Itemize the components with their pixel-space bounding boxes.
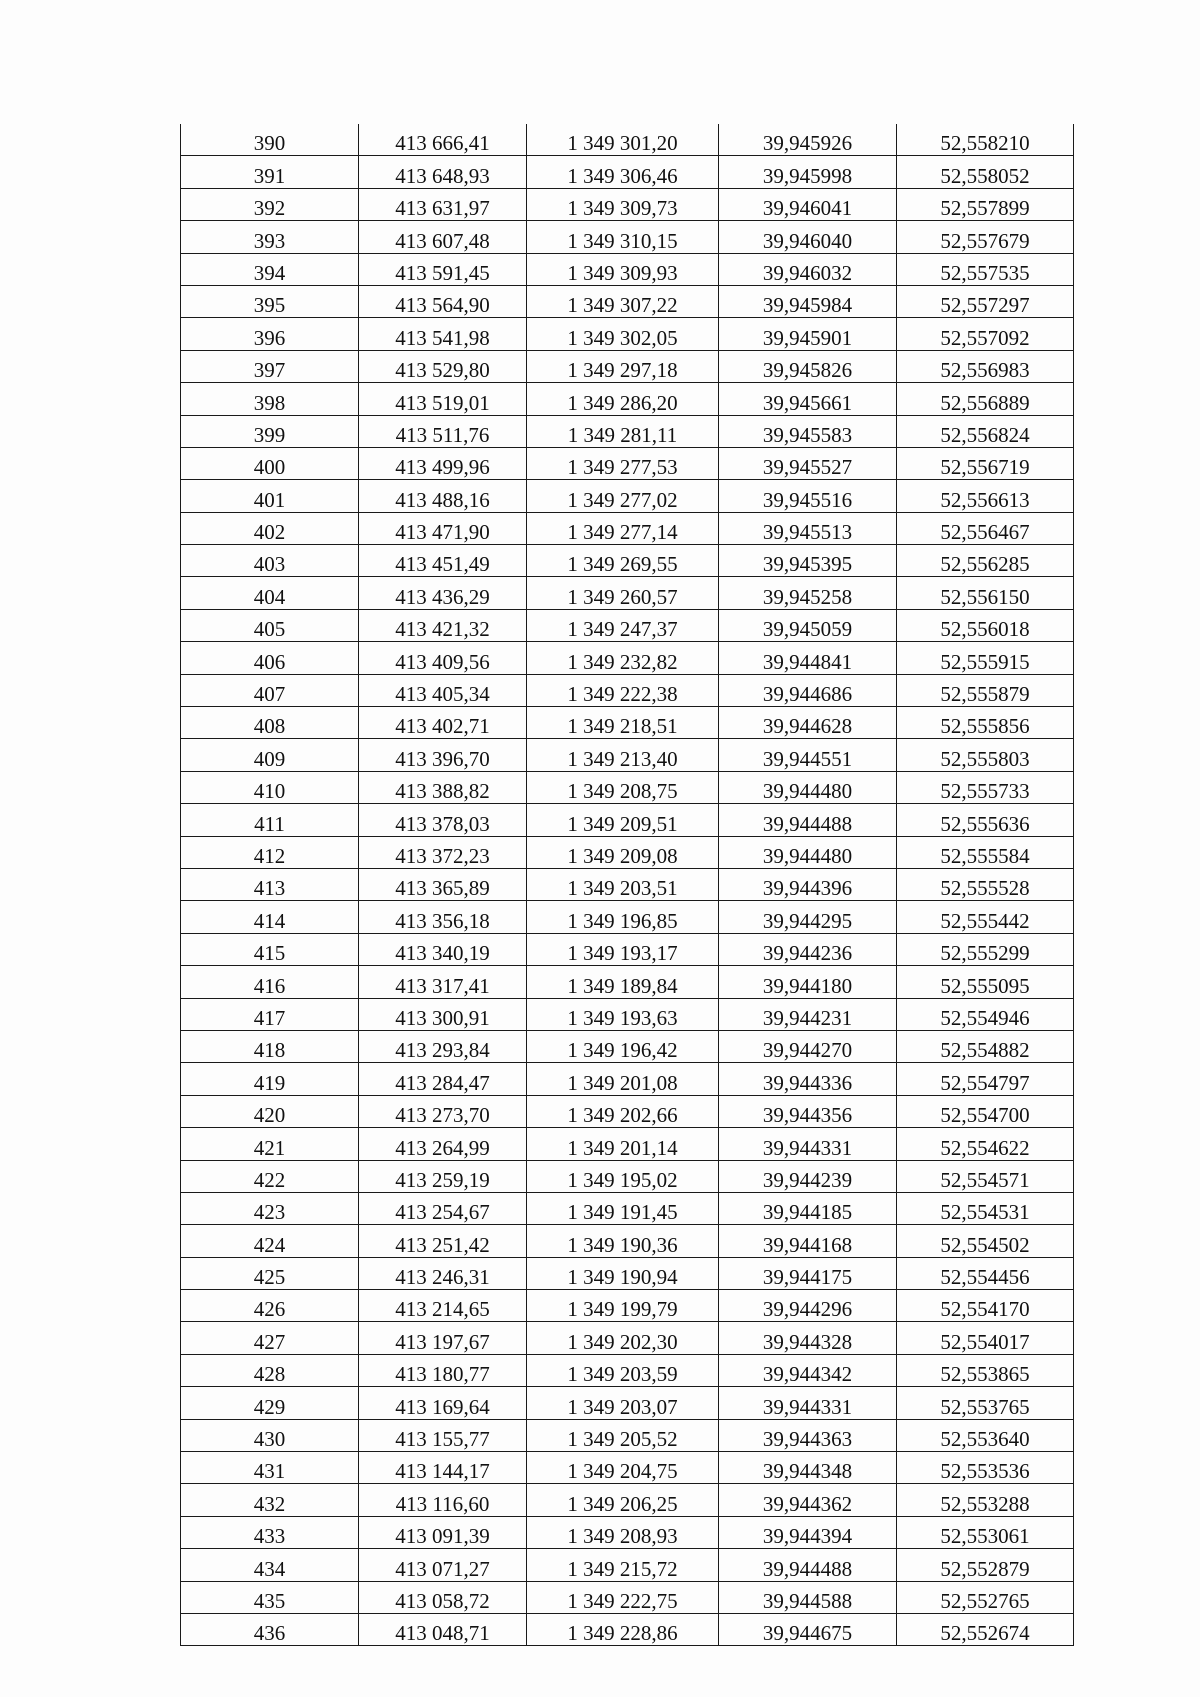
x-coordinate-cell: 413 409,56 bbox=[359, 642, 527, 674]
y-coordinate-cell: 1 349 196,42 bbox=[527, 1030, 719, 1062]
longitude-cell: 39,944488 bbox=[719, 804, 897, 836]
table-row bbox=[181, 1128, 1074, 1160]
latitude-cell: 52,553536 bbox=[897, 1452, 1074, 1484]
y-coordinate-cell: 1 349 203,51 bbox=[527, 868, 719, 900]
table-row bbox=[181, 836, 1074, 868]
latitude-cell: 52,556889 bbox=[897, 383, 1074, 415]
y-coordinate-cell: 1 349 213,40 bbox=[527, 739, 719, 771]
table-row bbox=[181, 933, 1074, 965]
y-coordinate-cell: 1 349 269,55 bbox=[527, 545, 719, 577]
point-number-cell: 402 bbox=[181, 512, 359, 544]
y-coordinate-cell: 1 349 309,73 bbox=[527, 188, 719, 220]
point-number-cell: 407 bbox=[181, 674, 359, 706]
y-coordinate-cell: 1 349 307,22 bbox=[527, 285, 719, 317]
point-number-cell: 410 bbox=[181, 771, 359, 803]
table-row bbox=[181, 383, 1074, 415]
point-number-cell: 390 bbox=[181, 124, 359, 156]
longitude-cell: 39,945926 bbox=[719, 124, 897, 156]
longitude-cell: 39,946040 bbox=[719, 221, 897, 253]
y-coordinate-cell: 1 349 190,36 bbox=[527, 1225, 719, 1257]
x-coordinate-cell: 413 396,70 bbox=[359, 739, 527, 771]
table-row bbox=[181, 545, 1074, 577]
x-coordinate-cell: 413 197,67 bbox=[359, 1322, 527, 1354]
point-number-cell: 398 bbox=[181, 383, 359, 415]
x-coordinate-cell: 413 180,77 bbox=[359, 1354, 527, 1386]
table-row bbox=[181, 707, 1074, 739]
table-row bbox=[181, 188, 1074, 220]
x-coordinate-cell: 413 405,34 bbox=[359, 674, 527, 706]
table-row bbox=[181, 1322, 1074, 1354]
longitude-cell: 39,945527 bbox=[719, 447, 897, 479]
point-number-cell: 417 bbox=[181, 998, 359, 1030]
latitude-cell: 52,555636 bbox=[897, 804, 1074, 836]
latitude-cell: 52,554571 bbox=[897, 1160, 1074, 1192]
longitude-cell: 39,944588 bbox=[719, 1581, 897, 1613]
latitude-cell: 52,552674 bbox=[897, 1613, 1074, 1645]
point-number-cell: 429 bbox=[181, 1387, 359, 1419]
table-row bbox=[181, 1192, 1074, 1224]
latitude-cell: 52,556467 bbox=[897, 512, 1074, 544]
y-coordinate-cell: 1 349 309,93 bbox=[527, 253, 719, 285]
table-row bbox=[181, 1225, 1074, 1257]
y-coordinate-cell: 1 349 203,59 bbox=[527, 1354, 719, 1386]
y-coordinate-cell: 1 349 193,17 bbox=[527, 933, 719, 965]
point-number-cell: 396 bbox=[181, 318, 359, 350]
latitude-cell: 52,552765 bbox=[897, 1581, 1074, 1613]
latitude-cell: 52,555803 bbox=[897, 739, 1074, 771]
y-coordinate-cell: 1 349 232,82 bbox=[527, 642, 719, 674]
point-number-cell: 428 bbox=[181, 1354, 359, 1386]
table-row bbox=[181, 124, 1074, 156]
table-row bbox=[181, 901, 1074, 933]
y-coordinate-cell: 1 349 247,37 bbox=[527, 609, 719, 641]
x-coordinate-cell: 413 499,96 bbox=[359, 447, 527, 479]
y-coordinate-cell: 1 349 310,15 bbox=[527, 221, 719, 253]
y-coordinate-cell: 1 349 208,93 bbox=[527, 1516, 719, 1548]
table-row bbox=[181, 1030, 1074, 1062]
latitude-cell: 52,557297 bbox=[897, 285, 1074, 317]
x-coordinate-cell: 413 254,67 bbox=[359, 1192, 527, 1224]
longitude-cell: 39,946032 bbox=[719, 253, 897, 285]
table-row bbox=[181, 609, 1074, 641]
table-row bbox=[181, 998, 1074, 1030]
longitude-cell: 39,944180 bbox=[719, 966, 897, 998]
longitude-cell: 39,945998 bbox=[719, 156, 897, 188]
x-coordinate-cell: 413 300,91 bbox=[359, 998, 527, 1030]
point-number-cell: 413 bbox=[181, 868, 359, 900]
longitude-cell: 39,944394 bbox=[719, 1516, 897, 1548]
x-coordinate-cell: 413 648,93 bbox=[359, 156, 527, 188]
longitude-cell: 39,944356 bbox=[719, 1095, 897, 1127]
latitude-cell: 52,555095 bbox=[897, 966, 1074, 998]
table-row bbox=[181, 253, 1074, 285]
x-coordinate-cell: 413 388,82 bbox=[359, 771, 527, 803]
point-number-cell: 391 bbox=[181, 156, 359, 188]
longitude-cell: 39,944348 bbox=[719, 1452, 897, 1484]
x-coordinate-cell: 413 378,03 bbox=[359, 804, 527, 836]
point-number-cell: 414 bbox=[181, 901, 359, 933]
y-coordinate-cell: 1 349 228,86 bbox=[527, 1613, 719, 1645]
table-row bbox=[181, 1549, 1074, 1581]
x-coordinate-cell: 413 372,23 bbox=[359, 836, 527, 868]
table-row bbox=[181, 1516, 1074, 1548]
y-coordinate-cell: 1 349 202,30 bbox=[527, 1322, 719, 1354]
x-coordinate-cell: 413 519,01 bbox=[359, 383, 527, 415]
y-coordinate-cell: 1 349 199,79 bbox=[527, 1290, 719, 1322]
latitude-cell: 52,554170 bbox=[897, 1290, 1074, 1322]
longitude-cell: 39,944231 bbox=[719, 998, 897, 1030]
y-coordinate-cell: 1 349 209,51 bbox=[527, 804, 719, 836]
x-coordinate-cell: 413 214,65 bbox=[359, 1290, 527, 1322]
point-number-cell: 433 bbox=[181, 1516, 359, 1548]
point-number-cell: 430 bbox=[181, 1419, 359, 1451]
longitude-cell: 39,944363 bbox=[719, 1419, 897, 1451]
table-row bbox=[181, 966, 1074, 998]
table-row bbox=[181, 480, 1074, 512]
point-number-cell: 416 bbox=[181, 966, 359, 998]
y-coordinate-cell: 1 349 190,94 bbox=[527, 1257, 719, 1289]
x-coordinate-cell: 413 356,18 bbox=[359, 901, 527, 933]
table-row bbox=[181, 221, 1074, 253]
latitude-cell: 52,556613 bbox=[897, 480, 1074, 512]
x-coordinate-cell: 413 471,90 bbox=[359, 512, 527, 544]
table-row bbox=[181, 318, 1074, 350]
x-coordinate-cell: 413 116,60 bbox=[359, 1484, 527, 1516]
table-row bbox=[181, 415, 1074, 447]
longitude-cell: 39,944488 bbox=[719, 1549, 897, 1581]
x-coordinate-cell: 413 631,97 bbox=[359, 188, 527, 220]
y-coordinate-cell: 1 349 301,20 bbox=[527, 124, 719, 156]
y-coordinate-cell: 1 349 201,14 bbox=[527, 1128, 719, 1160]
table-row bbox=[181, 868, 1074, 900]
x-coordinate-cell: 413 259,19 bbox=[359, 1160, 527, 1192]
longitude-cell: 39,944331 bbox=[719, 1387, 897, 1419]
point-number-cell: 421 bbox=[181, 1128, 359, 1160]
latitude-cell: 52,553640 bbox=[897, 1419, 1074, 1451]
point-number-cell: 411 bbox=[181, 804, 359, 836]
table-row bbox=[181, 1419, 1074, 1451]
y-coordinate-cell: 1 349 193,63 bbox=[527, 998, 719, 1030]
point-number-cell: 425 bbox=[181, 1257, 359, 1289]
point-number-cell: 403 bbox=[181, 545, 359, 577]
point-number-cell: 427 bbox=[181, 1322, 359, 1354]
table-row bbox=[181, 1095, 1074, 1127]
longitude-cell: 39,944336 bbox=[719, 1063, 897, 1095]
y-coordinate-cell: 1 349 209,08 bbox=[527, 836, 719, 868]
point-number-cell: 392 bbox=[181, 188, 359, 220]
y-coordinate-cell: 1 349 195,02 bbox=[527, 1160, 719, 1192]
table-row bbox=[181, 156, 1074, 188]
point-number-cell: 436 bbox=[181, 1613, 359, 1645]
latitude-cell: 52,555915 bbox=[897, 642, 1074, 674]
y-coordinate-cell: 1 349 281,11 bbox=[527, 415, 719, 447]
x-coordinate-cell: 413 511,76 bbox=[359, 415, 527, 447]
longitude-cell: 39,944396 bbox=[719, 868, 897, 900]
table-row bbox=[181, 642, 1074, 674]
latitude-cell: 52,554882 bbox=[897, 1030, 1074, 1062]
x-coordinate-cell: 413 488,16 bbox=[359, 480, 527, 512]
longitude-cell: 39,944628 bbox=[719, 707, 897, 739]
x-coordinate-cell: 413 591,45 bbox=[359, 253, 527, 285]
latitude-cell: 52,557679 bbox=[897, 221, 1074, 253]
latitude-cell: 52,555584 bbox=[897, 836, 1074, 868]
point-number-cell: 424 bbox=[181, 1225, 359, 1257]
table-row bbox=[181, 674, 1074, 706]
table-row bbox=[181, 1257, 1074, 1289]
point-number-cell: 400 bbox=[181, 447, 359, 479]
latitude-cell: 52,556983 bbox=[897, 350, 1074, 382]
latitude-cell: 52,555879 bbox=[897, 674, 1074, 706]
point-number-cell: 406 bbox=[181, 642, 359, 674]
latitude-cell: 52,552879 bbox=[897, 1549, 1074, 1581]
y-coordinate-cell: 1 349 208,75 bbox=[527, 771, 719, 803]
latitude-cell: 52,554502 bbox=[897, 1225, 1074, 1257]
y-coordinate-cell: 1 349 286,20 bbox=[527, 383, 719, 415]
coordinates-table bbox=[180, 124, 1074, 1646]
y-coordinate-cell: 1 349 215,72 bbox=[527, 1549, 719, 1581]
x-coordinate-cell: 413 421,32 bbox=[359, 609, 527, 641]
latitude-cell: 52,555856 bbox=[897, 707, 1074, 739]
table-row bbox=[181, 1484, 1074, 1516]
x-coordinate-cell: 413 340,19 bbox=[359, 933, 527, 965]
latitude-cell: 52,557535 bbox=[897, 253, 1074, 285]
point-number-cell: 423 bbox=[181, 1192, 359, 1224]
x-coordinate-cell: 413 541,98 bbox=[359, 318, 527, 350]
y-coordinate-cell: 1 349 201,08 bbox=[527, 1063, 719, 1095]
latitude-cell: 52,553061 bbox=[897, 1516, 1074, 1548]
table-row bbox=[181, 1290, 1074, 1322]
y-coordinate-cell: 1 349 205,52 bbox=[527, 1419, 719, 1451]
x-coordinate-cell: 413 284,47 bbox=[359, 1063, 527, 1095]
table-row bbox=[181, 739, 1074, 771]
latitude-cell: 52,558210 bbox=[897, 124, 1074, 156]
longitude-cell: 39,944295 bbox=[719, 901, 897, 933]
table-row bbox=[181, 1354, 1074, 1386]
y-coordinate-cell: 1 349 206,25 bbox=[527, 1484, 719, 1516]
latitude-cell: 52,558052 bbox=[897, 156, 1074, 188]
table-row bbox=[181, 1581, 1074, 1613]
longitude-cell: 39,944270 bbox=[719, 1030, 897, 1062]
latitude-cell: 52,556285 bbox=[897, 545, 1074, 577]
longitude-cell: 39,944551 bbox=[719, 739, 897, 771]
latitude-cell: 52,553288 bbox=[897, 1484, 1074, 1516]
table-row bbox=[181, 512, 1074, 544]
table-row bbox=[181, 447, 1074, 479]
point-number-cell: 432 bbox=[181, 1484, 359, 1516]
point-number-cell: 419 bbox=[181, 1063, 359, 1095]
longitude-cell: 39,944185 bbox=[719, 1192, 897, 1224]
longitude-cell: 39,945583 bbox=[719, 415, 897, 447]
longitude-cell: 39,944331 bbox=[719, 1128, 897, 1160]
longitude-cell: 39,944239 bbox=[719, 1160, 897, 1192]
latitude-cell: 52,556719 bbox=[897, 447, 1074, 479]
point-number-cell: 404 bbox=[181, 577, 359, 609]
longitude-cell: 39,944328 bbox=[719, 1322, 897, 1354]
x-coordinate-cell: 413 273,70 bbox=[359, 1095, 527, 1127]
table-row bbox=[181, 1387, 1074, 1419]
latitude-cell: 52,554700 bbox=[897, 1095, 1074, 1127]
longitude-cell: 39,945513 bbox=[719, 512, 897, 544]
latitude-cell: 52,554622 bbox=[897, 1128, 1074, 1160]
point-number-cell: 397 bbox=[181, 350, 359, 382]
longitude-cell: 39,945516 bbox=[719, 480, 897, 512]
x-coordinate-cell: 413 402,71 bbox=[359, 707, 527, 739]
longitude-cell: 39,944175 bbox=[719, 1257, 897, 1289]
y-coordinate-cell: 1 349 191,45 bbox=[527, 1192, 719, 1224]
point-number-cell: 426 bbox=[181, 1290, 359, 1322]
x-coordinate-cell: 413 264,99 bbox=[359, 1128, 527, 1160]
x-coordinate-cell: 413 293,84 bbox=[359, 1030, 527, 1062]
longitude-cell: 39,945059 bbox=[719, 609, 897, 641]
x-coordinate-cell: 413 529,80 bbox=[359, 350, 527, 382]
y-coordinate-cell: 1 349 202,66 bbox=[527, 1095, 719, 1127]
x-coordinate-cell: 413 365,89 bbox=[359, 868, 527, 900]
y-coordinate-cell: 1 349 189,84 bbox=[527, 966, 719, 998]
longitude-cell: 39,945901 bbox=[719, 318, 897, 350]
latitude-cell: 52,555528 bbox=[897, 868, 1074, 900]
point-number-cell: 395 bbox=[181, 285, 359, 317]
table-row bbox=[181, 350, 1074, 382]
point-number-cell: 434 bbox=[181, 1549, 359, 1581]
point-number-cell: 401 bbox=[181, 480, 359, 512]
y-coordinate-cell: 1 349 277,53 bbox=[527, 447, 719, 479]
y-coordinate-cell: 1 349 260,57 bbox=[527, 577, 719, 609]
latitude-cell: 52,556824 bbox=[897, 415, 1074, 447]
x-coordinate-cell: 413 607,48 bbox=[359, 221, 527, 253]
x-coordinate-cell: 413 144,17 bbox=[359, 1452, 527, 1484]
x-coordinate-cell: 413 169,64 bbox=[359, 1387, 527, 1419]
longitude-cell: 39,944342 bbox=[719, 1354, 897, 1386]
latitude-cell: 52,554946 bbox=[897, 998, 1074, 1030]
y-coordinate-cell: 1 349 204,75 bbox=[527, 1452, 719, 1484]
table-row bbox=[181, 577, 1074, 609]
y-coordinate-cell: 1 349 302,05 bbox=[527, 318, 719, 350]
longitude-cell: 39,944236 bbox=[719, 933, 897, 965]
x-coordinate-cell: 413 666,41 bbox=[359, 124, 527, 156]
latitude-cell: 52,555442 bbox=[897, 901, 1074, 933]
latitude-cell: 52,554456 bbox=[897, 1257, 1074, 1289]
y-coordinate-cell: 1 349 196,85 bbox=[527, 901, 719, 933]
y-coordinate-cell: 1 349 297,18 bbox=[527, 350, 719, 382]
table-row bbox=[181, 771, 1074, 803]
longitude-cell: 39,944841 bbox=[719, 642, 897, 674]
y-coordinate-cell: 1 349 306,46 bbox=[527, 156, 719, 188]
point-number-cell: 420 bbox=[181, 1095, 359, 1127]
point-number-cell: 412 bbox=[181, 836, 359, 868]
latitude-cell: 52,556150 bbox=[897, 577, 1074, 609]
x-coordinate-cell: 413 048,71 bbox=[359, 1613, 527, 1645]
point-number-cell: 435 bbox=[181, 1581, 359, 1613]
longitude-cell: 39,944480 bbox=[719, 771, 897, 803]
latitude-cell: 52,553765 bbox=[897, 1387, 1074, 1419]
longitude-cell: 39,945258 bbox=[719, 577, 897, 609]
table-row bbox=[181, 1160, 1074, 1192]
longitude-cell: 39,946041 bbox=[719, 188, 897, 220]
table-row bbox=[181, 1613, 1074, 1645]
latitude-cell: 52,555299 bbox=[897, 933, 1074, 965]
longitude-cell: 39,945826 bbox=[719, 350, 897, 382]
point-number-cell: 422 bbox=[181, 1160, 359, 1192]
table-row bbox=[181, 285, 1074, 317]
latitude-cell: 52,553865 bbox=[897, 1354, 1074, 1386]
point-number-cell: 405 bbox=[181, 609, 359, 641]
latitude-cell: 52,554017 bbox=[897, 1322, 1074, 1354]
latitude-cell: 52,554797 bbox=[897, 1063, 1074, 1095]
x-coordinate-cell: 413 091,39 bbox=[359, 1516, 527, 1548]
point-number-cell: 418 bbox=[181, 1030, 359, 1062]
table-row bbox=[181, 804, 1074, 836]
latitude-cell: 52,556018 bbox=[897, 609, 1074, 641]
point-number-cell: 431 bbox=[181, 1452, 359, 1484]
point-number-cell: 394 bbox=[181, 253, 359, 285]
latitude-cell: 52,555733 bbox=[897, 771, 1074, 803]
y-coordinate-cell: 1 349 277,02 bbox=[527, 480, 719, 512]
coordinates-table-body bbox=[181, 124, 1074, 1646]
x-coordinate-cell: 413 071,27 bbox=[359, 1549, 527, 1581]
y-coordinate-cell: 1 349 277,14 bbox=[527, 512, 719, 544]
point-number-cell: 399 bbox=[181, 415, 359, 447]
x-coordinate-cell: 413 564,90 bbox=[359, 285, 527, 317]
table-row bbox=[181, 1452, 1074, 1484]
x-coordinate-cell: 413 317,41 bbox=[359, 966, 527, 998]
x-coordinate-cell: 413 246,31 bbox=[359, 1257, 527, 1289]
latitude-cell: 52,554531 bbox=[897, 1192, 1074, 1224]
longitude-cell: 39,944362 bbox=[719, 1484, 897, 1516]
longitude-cell: 39,945984 bbox=[719, 285, 897, 317]
x-coordinate-cell: 413 436,29 bbox=[359, 577, 527, 609]
point-number-cell: 409 bbox=[181, 739, 359, 771]
longitude-cell: 39,945395 bbox=[719, 545, 897, 577]
y-coordinate-cell: 1 349 222,38 bbox=[527, 674, 719, 706]
longitude-cell: 39,944168 bbox=[719, 1225, 897, 1257]
longitude-cell: 39,944686 bbox=[719, 674, 897, 706]
latitude-cell: 52,557092 bbox=[897, 318, 1074, 350]
x-coordinate-cell: 413 251,42 bbox=[359, 1225, 527, 1257]
x-coordinate-cell: 413 155,77 bbox=[359, 1419, 527, 1451]
point-number-cell: 415 bbox=[181, 933, 359, 965]
x-coordinate-cell: 413 058,72 bbox=[359, 1581, 527, 1613]
y-coordinate-cell: 1 349 203,07 bbox=[527, 1387, 719, 1419]
longitude-cell: 39,944296 bbox=[719, 1290, 897, 1322]
longitude-cell: 39,944675 bbox=[719, 1613, 897, 1645]
longitude-cell: 39,945661 bbox=[719, 383, 897, 415]
table-row bbox=[181, 1063, 1074, 1095]
point-number-cell: 393 bbox=[181, 221, 359, 253]
y-coordinate-cell: 1 349 222,75 bbox=[527, 1581, 719, 1613]
y-coordinate-cell: 1 349 218,51 bbox=[527, 707, 719, 739]
point-number-cell: 408 bbox=[181, 707, 359, 739]
x-coordinate-cell: 413 451,49 bbox=[359, 545, 527, 577]
longitude-cell: 39,944480 bbox=[719, 836, 897, 868]
latitude-cell: 52,557899 bbox=[897, 188, 1074, 220]
